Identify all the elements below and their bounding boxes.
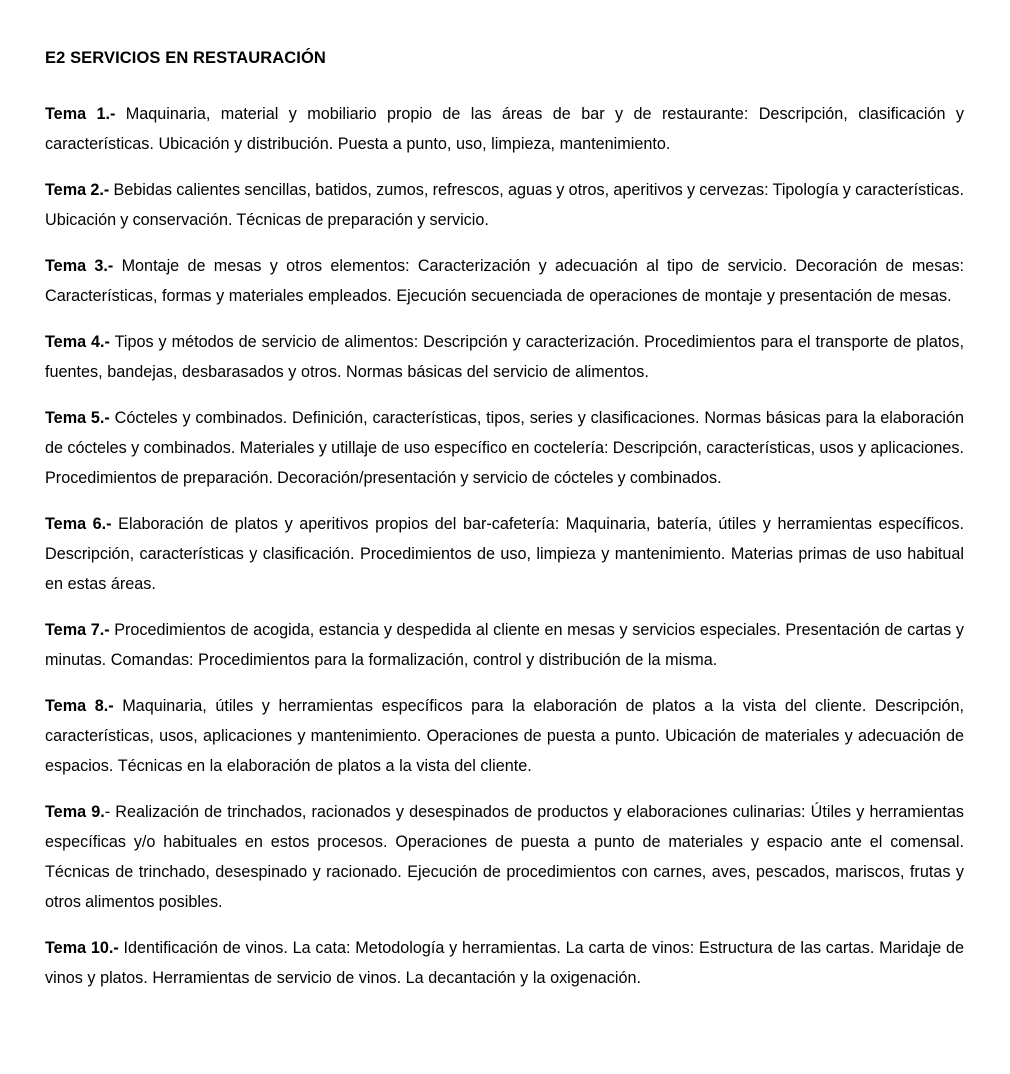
topic-paragraph-2 [45,175,964,235]
topic-paragraph-7 [45,615,964,675]
topic-label-2: Tema 2.- [45,180,110,199]
topic-label-9: Tema 9. [45,802,105,821]
topic-paragraph-8 [45,691,964,781]
topic-body-7: Procedimientos de acogida, estancia y despedida al cliente en mesas y servicios especiales. Presentación de cartas y minutas. Comandas: Procedimientos para la formalización, control y distribución de la misma. [45,620,964,669]
topic-paragraph-4 [45,327,964,387]
topic-body-10: Identificación de vinos. La cata: Metodología y herramientas. La carta de vinos: Estructura de las cartas. Maridaje de vinos y platos. Herramientas de servicio de vinos. La decantación y la oxigenación. [45,938,964,987]
page-title: E2 SERVICIOS EN RESTAURACIÓN [45,49,326,67]
topic-paragraph-1 [45,99,964,159]
topic-label-4: Tema 4.- [45,332,110,351]
topic-body-5: Cócteles y combinados. Definición, características, tipos, series y clasificaciones. Normas básicas para la elaboración de cócteles y combinados. Materiales y utillaje de uso específico en coctelería: Descripción, características, usos y aplicaciones. Procedimientos de preparación. Decoración/presentación y servicio de cócteles y combinados. [45,408,964,487]
topic-body-3: Montaje de mesas y otros elementos: Caracterización y adecuación al tipo de servicio. Decoración de mesas: Características, formas y materiales empleados. Ejecución secuenciada de operaciones de montaje y presentación de mesas. [45,256,964,305]
topic-paragraph-5 [45,403,964,493]
topic-label-1: Tema 1.- [45,104,116,123]
topic-label-6: Tema 6.- [45,514,112,533]
topic-paragraph-6 [45,509,964,599]
topic-body-6: Elaboración de platos y aperitivos propios del bar-cafetería: Maquinaria, batería, útiles y herramientas específicos. Descripción, características y clasificación. Procedimientos de uso, limpieza y mantenimiento. Materias primas de uso habitual en estas áreas. [45,514,964,593]
topic-paragraph-3 [45,251,964,311]
topic-body-1: Maquinaria, material y mobiliario propio de las áreas de bar y de restaurante: Descripción, clasificación y características. Ubicación y distribución. Puesta a punto, uso, limpieza, mantenimiento. [45,104,964,153]
topic-paragraph-10 [45,933,964,993]
topic-body-2: Bebidas calientes sencillas, batidos, zumos, refrescos, aguas y otros, aperitivos y cervezas: Tipología y características. Ubicación y conservación. Técnicas de preparación y servicio. [45,180,964,229]
topic-label-3: Tema 3.- [45,256,114,275]
topic-paragraph-9 [45,797,964,917]
topic-label-5: Tema 5.- [45,408,110,427]
topic-label-10: Tema 10.- [45,938,119,957]
topic-label-7: Tema 7.- [45,620,110,639]
topic-label-8: Tema 8.- [45,696,114,715]
topic-body-8: Maquinaria, útiles y herramientas específicos para la elaboración de platos a la vista del cliente. Descripción, características, usos, aplicaciones y mantenimiento. Operaciones de puesta a punto. Ubicación de materiales y adecuación de espacios. Técnicas en la elaboración de platos a la vista del cliente. [45,696,964,775]
topic-body-4: Tipos y métodos de servicio de alimentos: Descripción y caracterización. Procedimientos para el transporte de platos, fuentes, bandejas, desbarasados y otros. Normas básicas del servicio de alimentos. [45,332,964,381]
topic-body-9: - Realización de trinchados, racionados y desespinados de productos y elaboraciones culinarias: Útiles y herramientas específicas y/o habituales en estos procesos. Operaciones de puesta a punto de materiales y espacio ante el comensal. Técnicas de trinchado, desespinado y racionado. Ejecución de procedimientos con carnes, aves, pescados, mariscos, frutas y otros alimentos posibles. [45,802,964,911]
